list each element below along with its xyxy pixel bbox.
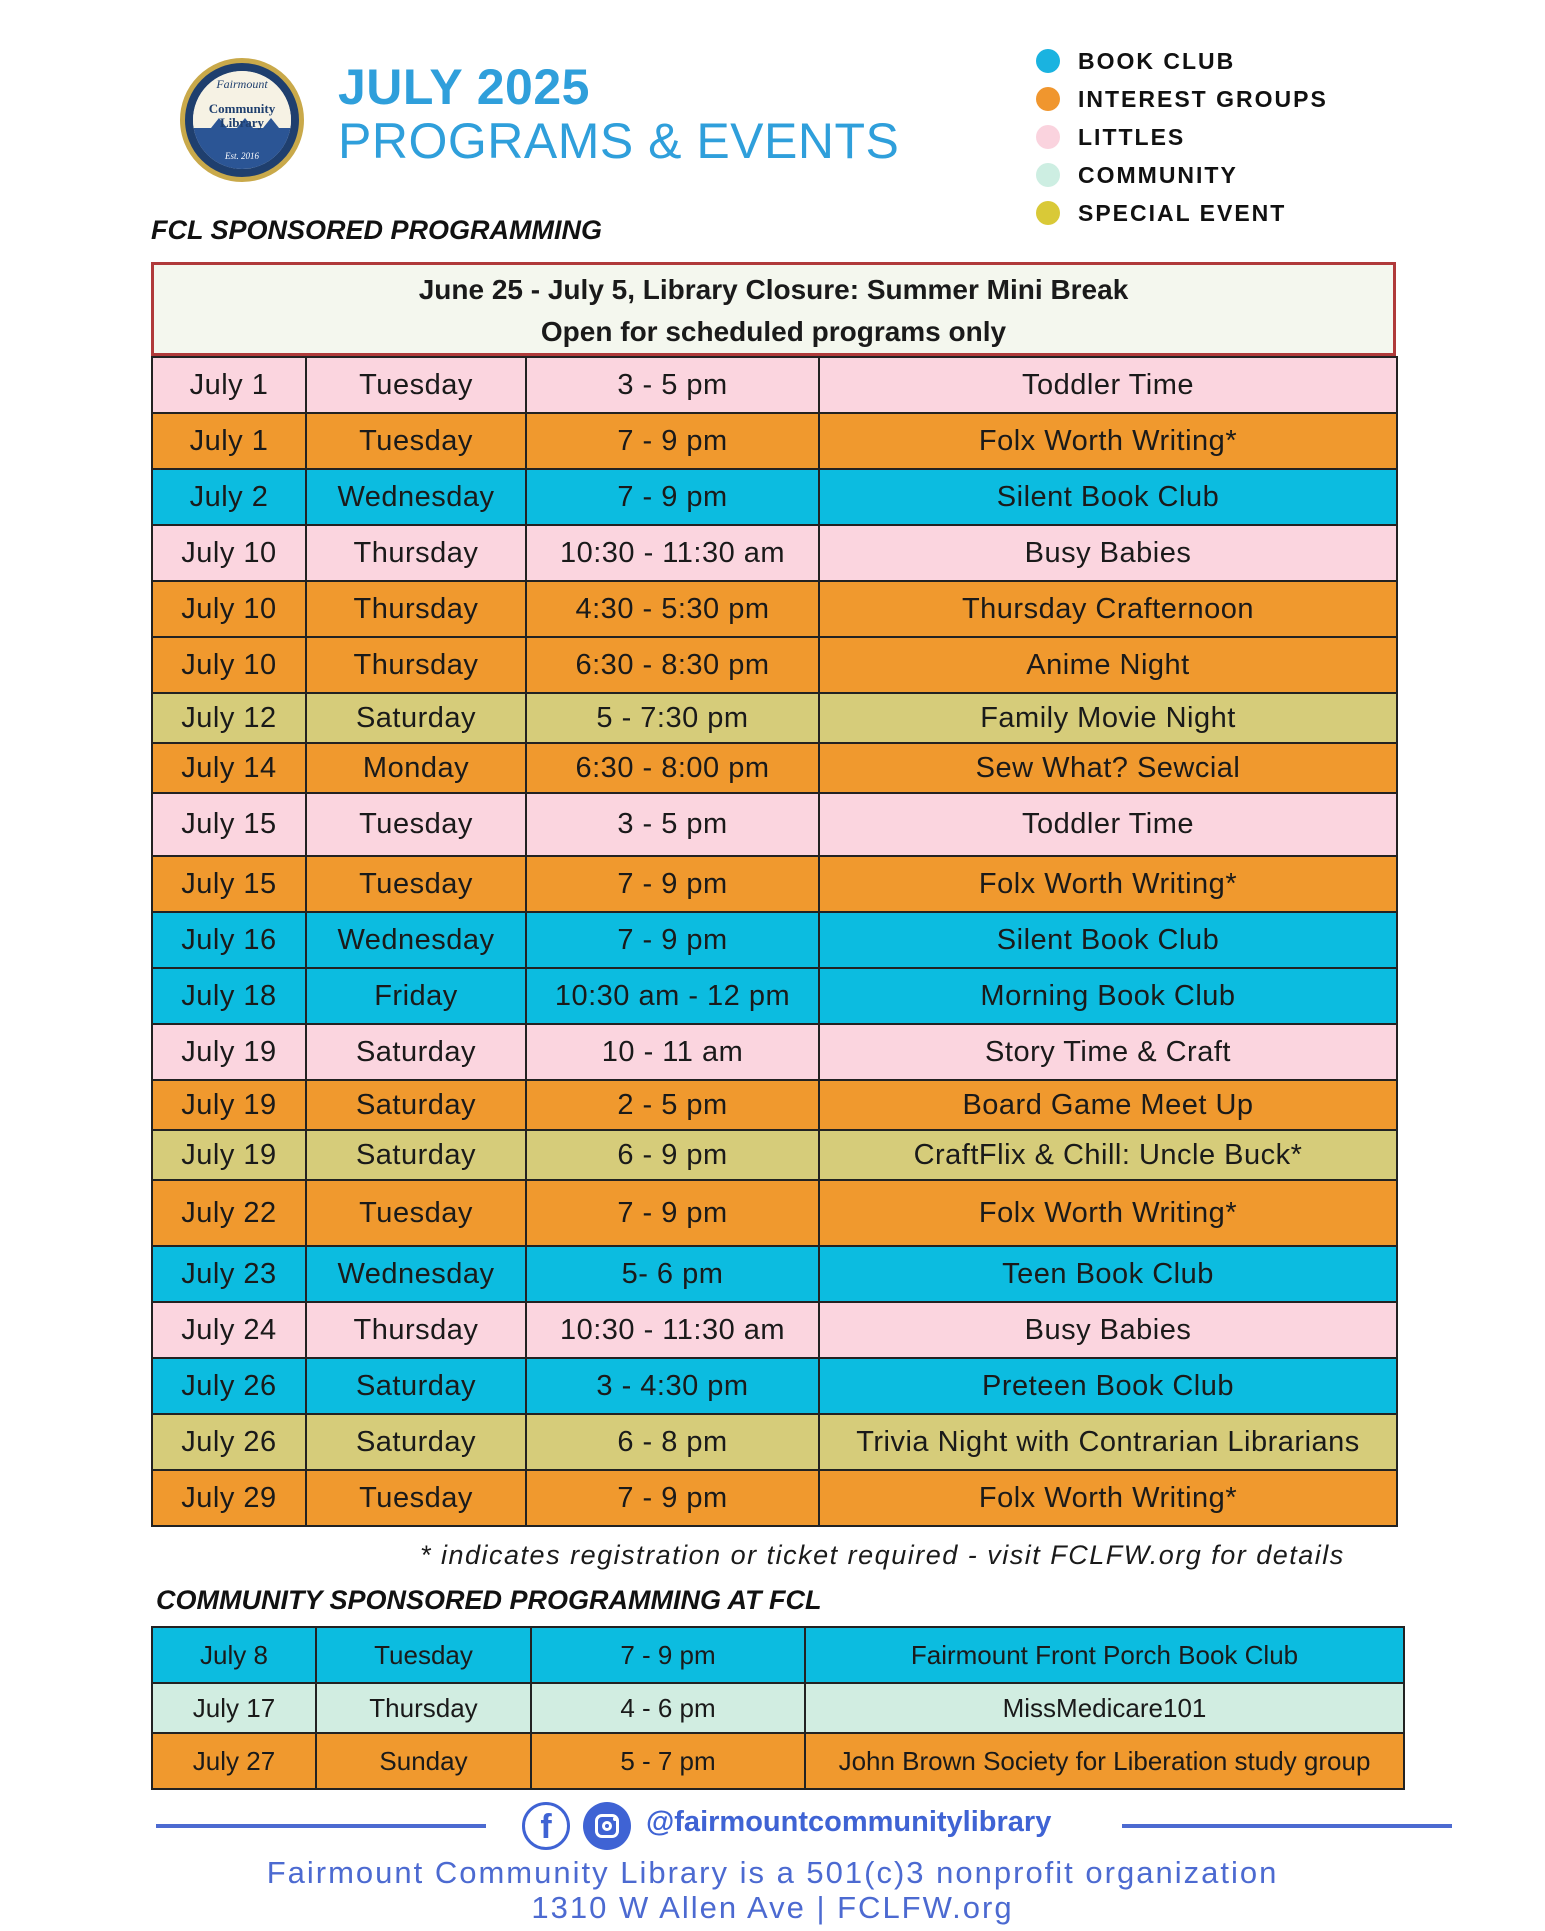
legend-label: SPECIAL EVENT: [1078, 199, 1287, 226]
cell-day: Friday: [306, 968, 526, 1024]
schedule-row: [152, 1080, 1397, 1130]
schedule-row: [152, 912, 1397, 968]
cell-day: Wednesday: [306, 469, 526, 525]
cell-time: 10:30 - 11:30 am: [526, 1302, 819, 1358]
cell-date: July 29: [152, 1470, 306, 1526]
cell-date: July 14: [152, 743, 306, 793]
legend-dot-icon: [1036, 125, 1060, 149]
schedule-row: [152, 1180, 1397, 1246]
cell-event: Toddler Time: [819, 793, 1397, 856]
cell-day: Saturday: [306, 1080, 526, 1130]
cell-event: CraftFlix & Chill: Uncle Buck*: [819, 1130, 1397, 1180]
schedule-row: [152, 581, 1397, 637]
cell-event: Thursday Crafternoon: [819, 581, 1397, 637]
fcl-schedule-table: [151, 356, 1398, 1527]
instagram-icon[interactable]: [583, 1802, 631, 1850]
cell-day: Thursday: [316, 1683, 531, 1733]
legend-label: BOOK CLUB: [1078, 47, 1236, 74]
cell-time: 7 - 9 pm: [526, 1180, 819, 1246]
community-section-title: COMMUNITY SPONSORED PROGRAMMING AT FCL: [156, 1585, 822, 1615]
cell-event: Sew What? Sewcial: [819, 743, 1397, 793]
cell-date: July 19: [152, 1024, 306, 1080]
cell-day: Saturday: [306, 1024, 526, 1080]
cell-day: Tuesday: [306, 1180, 526, 1246]
legend-item: [1036, 122, 1185, 152]
schedule-row: [152, 637, 1397, 693]
closure-line-1: June 25 - July 5, Library Closure: Summer Mini Break: [418, 274, 1129, 305]
cell-event: Anime Night: [819, 637, 1397, 693]
cell-day: Tuesday: [306, 1470, 526, 1526]
cell-day: Thursday: [306, 1302, 526, 1358]
schedule-row: [152, 413, 1397, 469]
cell-event: Teen Book Club: [819, 1246, 1397, 1302]
cell-time: 2 - 5 pm: [526, 1080, 819, 1130]
cell-day: Monday: [306, 743, 526, 793]
cell-date: July 8: [152, 1627, 316, 1683]
cell-date: July 27: [152, 1733, 316, 1789]
schedule-row: [152, 1470, 1397, 1526]
cell-time: 6:30 - 8:30 pm: [526, 637, 819, 693]
cell-day: Thursday: [306, 581, 526, 637]
footer-nonprofit-line: Fairmount Community Library is a 501(c)3 nonprofit organization: [266, 1855, 1279, 1890]
legend-label: INTEREST GROUPS: [1078, 85, 1328, 112]
cell-date: July 1: [152, 413, 306, 469]
cell-day: Tuesday: [306, 856, 526, 912]
cell-day: Saturday: [306, 1414, 526, 1470]
cell-event: Folx Worth Writing*: [819, 1470, 1397, 1526]
cell-date: July 19: [152, 1080, 306, 1130]
legend-dot-icon: [1036, 49, 1060, 73]
schedule-row: [152, 1246, 1397, 1302]
cell-event: John Brown Society for Liberation study group: [805, 1733, 1404, 1789]
library-logo: [180, 58, 304, 182]
legend-item: [1036, 84, 1328, 114]
schedule-row: [152, 968, 1397, 1024]
legend-dot-icon: [1036, 163, 1060, 187]
schedule-row: [152, 1302, 1397, 1358]
legend-dot-icon: [1036, 87, 1060, 111]
schedule-row: [152, 1130, 1397, 1180]
legend-label: COMMUNITY: [1078, 161, 1238, 188]
closure-notice: [151, 262, 1396, 356]
cell-date: July 24: [152, 1302, 306, 1358]
legend-item: [1036, 160, 1238, 190]
cell-date: July 18: [152, 968, 306, 1024]
cell-event: Silent Book Club: [819, 912, 1397, 968]
logo-main-text-1: Community: [208, 101, 276, 116]
cell-event: Toddler Time: [819, 357, 1397, 413]
cell-time: 4:30 - 5:30 pm: [526, 581, 819, 637]
cell-day: Thursday: [306, 525, 526, 581]
registration-footnote: * indicates registration or ticket required - visit FCLFW.org for details: [420, 1540, 1345, 1570]
schedule-row: [152, 856, 1397, 912]
cell-date: July 15: [152, 856, 306, 912]
schedule-row: [152, 1414, 1397, 1470]
cell-time: 7 - 9 pm: [526, 469, 819, 525]
cell-event: Story Time & Craft: [819, 1024, 1397, 1080]
legend-item: [1036, 198, 1286, 228]
cell-time: 3 - 5 pm: [526, 793, 819, 856]
cell-time: 6 - 8 pm: [526, 1414, 819, 1470]
schedule-row: [152, 693, 1397, 743]
facebook-icon[interactable]: f: [522, 1802, 570, 1850]
cell-day: Tuesday: [316, 1627, 531, 1683]
cell-event: Folx Worth Writing*: [819, 856, 1397, 912]
cell-time: 5 - 7 pm: [531, 1733, 805, 1789]
schedule-row: [152, 1733, 1404, 1789]
cell-event: Morning Book Club: [819, 968, 1397, 1024]
cell-time: 5 - 7:30 pm: [526, 693, 819, 743]
community-schedule-table: [151, 1626, 1405, 1790]
logo-top-text: Fairmount: [216, 77, 268, 91]
cell-date: July 10: [152, 581, 306, 637]
footer-divider-left: [156, 1824, 486, 1828]
schedule-row: [152, 1358, 1397, 1414]
cell-date: July 17: [152, 1683, 316, 1733]
cell-event: Fairmount Front Porch Book Club: [805, 1627, 1404, 1683]
cell-date: July 19: [152, 1130, 306, 1180]
cell-date: July 22: [152, 1180, 306, 1246]
cell-event: Folx Worth Writing*: [819, 1180, 1397, 1246]
page-title-programs: PROGRAMS & EVENTS: [338, 113, 900, 169]
cell-time: 6 - 9 pm: [526, 1130, 819, 1180]
cell-time: 10 - 11 am: [526, 1024, 819, 1080]
cell-event: MissMedicare101: [805, 1683, 1404, 1733]
closure-line-2: Open for scheduled programs only: [540, 316, 1007, 347]
cell-event: Busy Babies: [819, 525, 1397, 581]
cell-day: Wednesday: [306, 1246, 526, 1302]
cell-time: 7 - 9 pm: [531, 1627, 805, 1683]
logo-main-text-2: Library: [219, 115, 265, 130]
page-title-month: JULY 2025: [338, 59, 590, 115]
cell-time: 7 - 9 pm: [526, 413, 819, 469]
cell-date: July 10: [152, 637, 306, 693]
cell-time: 10:30 am - 12 pm: [526, 968, 819, 1024]
cell-time: 10:30 - 11:30 am: [526, 525, 819, 581]
cell-event: Family Movie Night: [819, 693, 1397, 743]
cell-day: Tuesday: [306, 413, 526, 469]
cell-day: Saturday: [306, 693, 526, 743]
cell-day: Wednesday: [306, 912, 526, 968]
logo-established: Est. 2016: [224, 151, 259, 161]
cell-event: Board Game Meet Up: [819, 1080, 1397, 1130]
cell-day: Thursday: [306, 637, 526, 693]
cell-day: Saturday: [306, 1130, 526, 1180]
footer-address-line: 1310 W Allen Ave | FCLFW.org: [531, 1890, 1014, 1925]
cell-date: July 10: [152, 525, 306, 581]
cell-day: Tuesday: [306, 793, 526, 856]
social-handle[interactable]: @fairmountcommunitylibrary: [646, 1806, 1052, 1838]
cell-date: July 26: [152, 1358, 306, 1414]
schedule-row: [152, 469, 1397, 525]
cell-time: 3 - 5 pm: [526, 357, 819, 413]
cell-time: 5- 6 pm: [526, 1246, 819, 1302]
cell-day: Sunday: [316, 1733, 531, 1789]
cell-date: July 1: [152, 357, 306, 413]
cell-event: Silent Book Club: [819, 469, 1397, 525]
cell-date: July 26: [152, 1414, 306, 1470]
legend-label: LITTLES: [1078, 123, 1186, 150]
fcl-section-title: FCL SPONSORED PROGRAMMING: [151, 215, 603, 245]
legend-item: [1036, 46, 1235, 76]
cell-date: July 23: [152, 1246, 306, 1302]
cell-event: Busy Babies: [819, 1302, 1397, 1358]
cell-event: Trivia Night with Contrarian Librarians: [819, 1414, 1397, 1470]
cell-time: 7 - 9 pm: [526, 912, 819, 968]
cell-event: Preteen Book Club: [819, 1358, 1397, 1414]
cell-event: Folx Worth Writing*: [819, 413, 1397, 469]
cell-time: 4 - 6 pm: [531, 1683, 805, 1733]
legend-dot-icon: [1036, 201, 1060, 225]
schedule-row: [152, 525, 1397, 581]
schedule-row: [152, 357, 1397, 413]
cell-time: 3 - 4:30 pm: [526, 1358, 819, 1414]
cell-time: 7 - 9 pm: [526, 856, 819, 912]
schedule-row: [152, 743, 1397, 793]
cell-time: 6:30 - 8:00 pm: [526, 743, 819, 793]
schedule-row: [152, 1024, 1397, 1080]
cell-day: Saturday: [306, 1358, 526, 1414]
cell-day: Tuesday: [306, 357, 526, 413]
schedule-row: [152, 1683, 1404, 1733]
cell-date: July 15: [152, 793, 306, 856]
footer-divider-right: [1122, 1824, 1452, 1828]
cell-date: July 2: [152, 469, 306, 525]
cell-time: 7 - 9 pm: [526, 1470, 819, 1526]
schedule-row: [152, 1627, 1404, 1683]
cell-date: July 16: [152, 912, 306, 968]
schedule-row: [152, 793, 1397, 856]
cell-date: July 12: [152, 693, 306, 743]
